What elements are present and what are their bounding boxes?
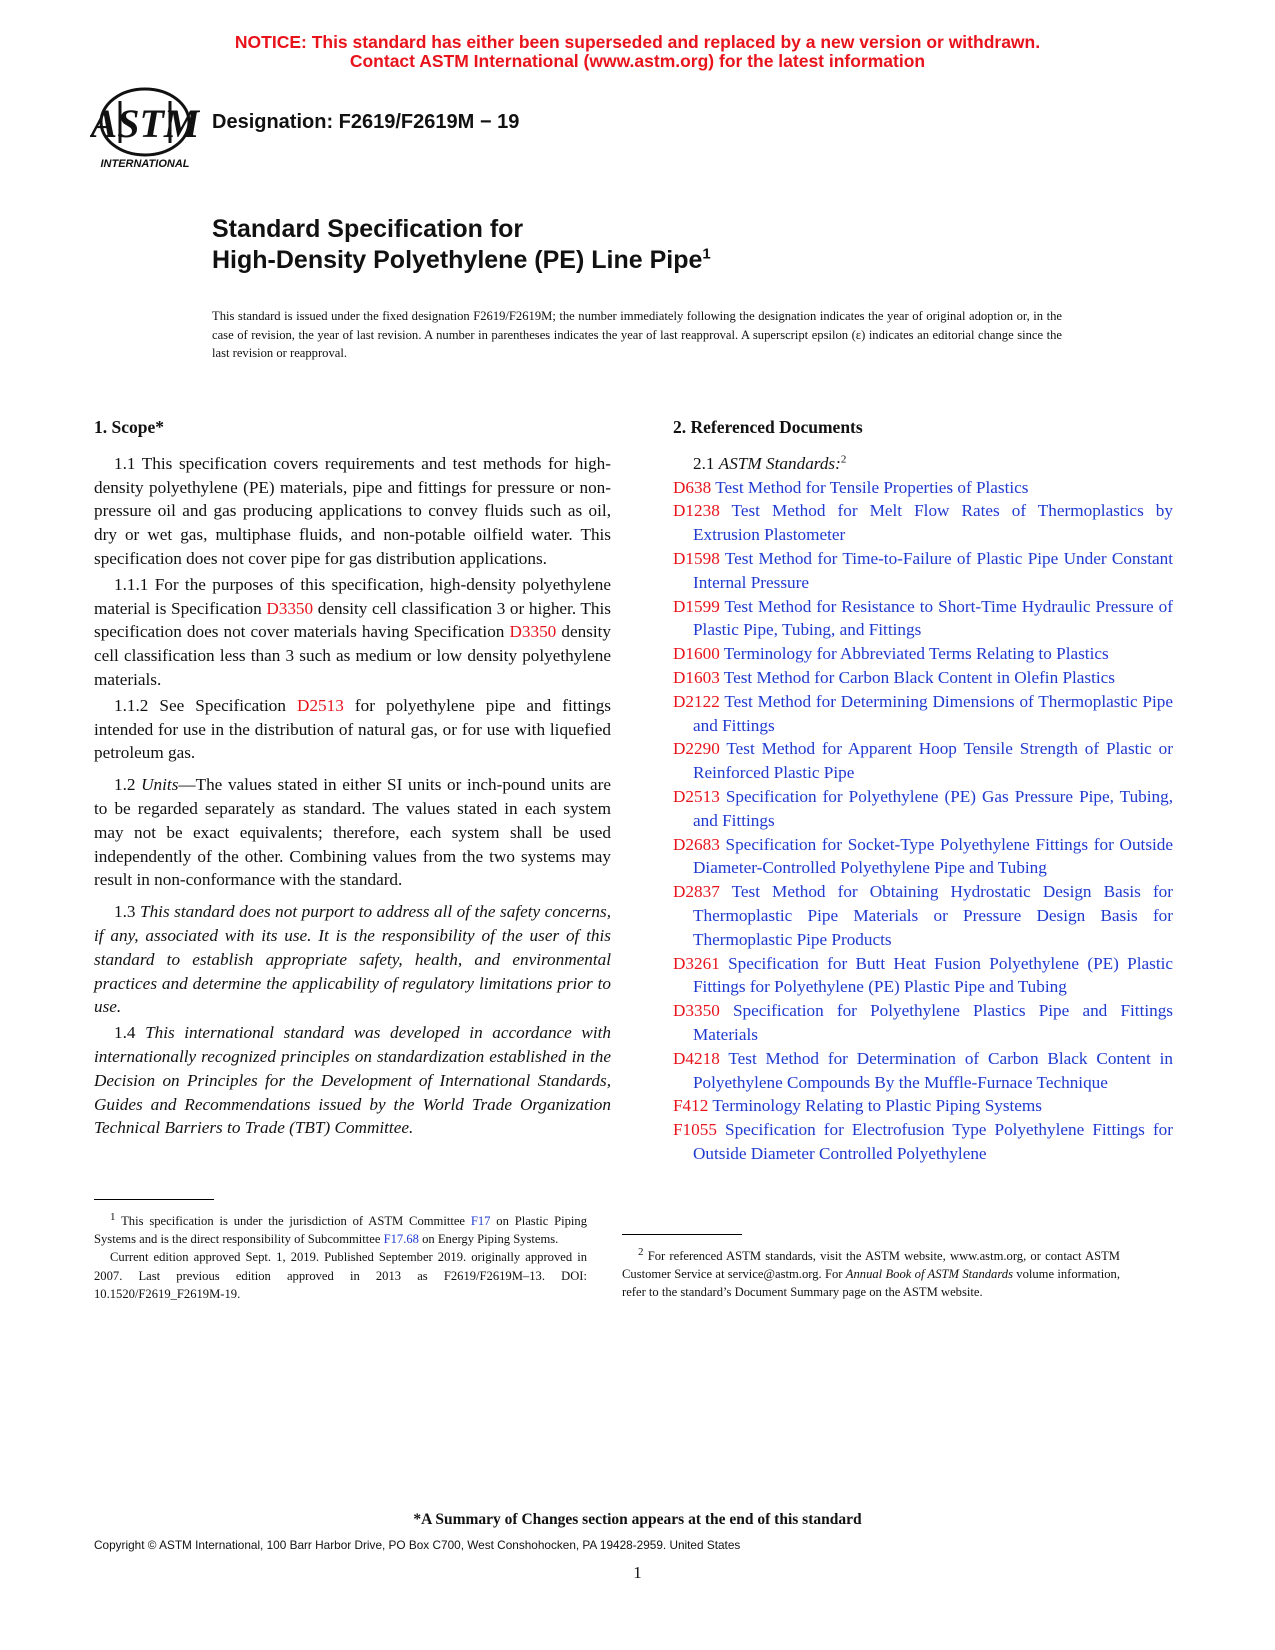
issued-note: This standard is issued under the fixed designation F2619/F2619M; the number immediately following the designation indicates the year of original adoption or, in the case of revision, the year of last revision. A number in parentheses indicates the year of last reapproval. A superscript epsilon (ε) indicates an editorial change since the last revision or reapproval. (212, 309, 1062, 360)
reference-title-link[interactable]: Test Method for Melt Flow Rates of Thermoplastics by Extrusion Plastometer (693, 501, 1173, 545)
reference-title-link[interactable]: Test Method for Apparent Hoop Tensile Strength of Plastic or Reinforced Plastic Pipe (693, 739, 1173, 783)
reference-item (673, 499, 1173, 547)
reference-title-link[interactable]: Test Method for Tensile Properties of Plastics (715, 477, 1029, 497)
summary-note: *A Summary of Changes section appears at the end of this standard (413, 1511, 862, 1528)
reference-code-link[interactable]: D3350 (673, 1001, 720, 1021)
reference-item (673, 476, 1173, 500)
para-1-3: 1.3 This standard does not purport to address all of the safety concerns, if any, associated with its use. It is the responsibility of the user of this standard to establish appropriate safety, health, and environmental practices and determine the applicability of regulatory limitations prior to use. (94, 902, 612, 1017)
reference-item (673, 1094, 1173, 1118)
designation: Designation: F2619/F2619M − 19 (212, 111, 520, 133)
reference-title-link[interactable]: Specification for Butt Heat Fusion Polyethylene (PE) Plastic Fittings for Polyethylene (PE) Plastic Pipe and Tubing (693, 953, 1174, 997)
title-footnote-mark: 1 (702, 245, 711, 263)
link-f17-68[interactable]: F17.68 (383, 1232, 419, 1247)
reference-item (673, 833, 1173, 881)
reference-code-link[interactable]: D2122 (673, 691, 720, 711)
copyright: Copyright © ASTM International, 100 Barr Harbor Drive, PO Box C700, West Conshohocken, PA 19428-2959. United States (94, 1538, 741, 1552)
para-1-1-1: 1.1.1 For the purposes of this specification, high-density polyethylene material is Specification D3350 density cell classification 3 or higher. This specification does not cover materials having Specification D3350 density cell classification less than 3 such as medium or low density polyethylene materials. (94, 574, 611, 689)
notice-line-1: NOTICE: This standard has either been superseded and replaced by a new version or withdrawn. (234, 32, 1041, 52)
logo-text: INTERNATIONAL (100, 158, 190, 170)
reference-item (673, 999, 1173, 1047)
footnote-1: $^1$ This specification is under the jurisdiction of ASTM Committee F17 on Plastic Piping Systems and is the direct responsibility of Subcommittee F17.68 on Energy Piping Systems. Current edition approved Sept. 1, 2019. Published September 2019. originally approved in 2007. Last previous edition approved in 2013 as F2619/F2619M–13. DOI: 10.1520/F2619_F2619M-19. (94, 1210, 587, 1301)
reference-code-link[interactable]: F1055 (673, 1120, 717, 1140)
reference-title-link[interactable]: Specification for Polyethylene Plastics Pipe and Fittings Materials (693, 1001, 1173, 1044)
reference-code-link[interactable]: D3261 (673, 953, 720, 973)
reference-code-link[interactable]: D2290 (673, 739, 720, 759)
scope-column (94, 416, 611, 1142)
link-f17[interactable]: F17 (470, 1214, 491, 1228)
para-1-1: 1.1 This specification covers requirements and test methods for high-density polyethylene (PE) materials, pipe and fittings for pressure or non-pressure oil and gas producing applications to convey fluids such as oil, dry or wet gas, multiphase fluids, and non-potable oilfield water. This specification does not cover pipe for gas distribution applications. (94, 453, 611, 568)
notice-line-2: Contact ASTM International (www.astm.org) for the latest information (349, 51, 926, 71)
document-title (212, 214, 711, 276)
reference-code-link[interactable]: D1238 (673, 501, 720, 521)
astm-logo-icon (90, 85, 200, 180)
reference-item (673, 690, 1173, 738)
para-1-4: 1.4 This international standard was developed in accordance with internationally recognized principles on standardization established in the Decision on Principles for the Development of International Standards, Guides and Recommendations issued by the World Trade Organization Technical Barriers to Trade (TBT) Committee. (94, 1023, 611, 1138)
references-column (673, 416, 1173, 1166)
reference-item (673, 595, 1173, 643)
reference-title-link[interactable]: Test Method for Carbon Black Content in Olefin Plastics (723, 667, 1115, 687)
reference-title-link[interactable]: Specification for Socket-Type Polyethylene Fittings for Outside Diameter-Controlled Polyethylene Pipe and Tubing (693, 834, 1174, 878)
reference-code-link[interactable]: F412 (673, 1096, 709, 1116)
para-1-1-2: 1.1.2 See Specification D2513 for polyethylene pipe and fittings intended for use in the distribution of natural gas, or for use with liquefied petroleum gas. (94, 695, 611, 763)
title-line-1: Standard Specification for (212, 215, 524, 243)
reference-item (673, 785, 1173, 833)
reference-item (673, 642, 1173, 666)
footnote-2: $^2$ For referenced ASTM standards, visit the ASTM website, www.astm.org, or contact ASTM Customer Service at service@astm.org. For Annual Book of ASTM Standards volume information, refer to the standard’s Document Summary page on the ASTM website. (622, 1245, 1120, 1300)
reference-item (673, 666, 1173, 690)
link-d3350[interactable]: D3350 (266, 598, 314, 618)
reference-title-link[interactable]: Terminology Relating to Plastic Piping Systems (712, 1096, 1042, 1116)
reference-code-link[interactable]: D1598 (673, 548, 720, 568)
reference-list (673, 476, 1173, 1166)
footnote-rule-left (94, 1199, 214, 1200)
superseded-notice (0, 33, 1275, 71)
reference-code-link[interactable]: D2513 (673, 786, 720, 806)
references-heading: 2. Referenced Documents (673, 417, 863, 437)
reference-code-link[interactable]: D2683 (673, 834, 720, 854)
reference-title-link[interactable]: Test Method for Resistance to Short-Time Hydraulic Pressure of Plastic Pipe, Tubing, and Fittings (693, 596, 1173, 640)
reference-title-link[interactable]: Test Method for Determining Dimensions of Thermoplastic Pipe and Fittings (693, 691, 1173, 735)
reference-item (673, 1047, 1173, 1095)
astm-standards-subheading: 2.1 ASTM Standards:$^2$ (693, 453, 847, 473)
title-line-2: High-Density Polyethylene (PE) Line Pipe$^1$ (212, 245, 711, 274)
link-d2513[interactable]: D2513 (297, 695, 344, 715)
reference-code-link[interactable]: D638 (673, 477, 712, 497)
svg-text:ASTM: ASTM (90, 101, 200, 146)
para-1-2: 1.2 Units—The values stated in either SI units or inch-pound units are to be regarded separately as standard. The values stated in each system may not be exact equivalents; therefore, each system shall be used independently of the other. Combining values from the two systems may result in non-conformance with the standard. (94, 775, 612, 890)
reference-code-link[interactable]: D2837 (673, 882, 720, 902)
reference-title-link[interactable]: Specification for Electrofusion Type Polyethylene Fittings for Outside Diameter Controlled Polyethylene (693, 1120, 1173, 1163)
footnote-rule-right (622, 1234, 742, 1235)
reference-item (673, 737, 1173, 785)
reference-title-link[interactable]: Test Method for Determination of Carbon Black Content in Polyethylene Compounds By the Muffle-Furnace Technique (693, 1048, 1173, 1092)
reference-title-link[interactable]: Test Method for Time-to-Failure of Plastic Pipe Under Constant Internal Pressure (693, 548, 1173, 592)
reference-code-link[interactable]: D1599 (673, 596, 720, 616)
reference-code-link[interactable]: D1600 (673, 644, 720, 664)
reference-title-link[interactable]: Specification for Polyethylene (PE) Gas Pressure Pipe, Tubing, and Fittings (693, 786, 1174, 830)
link-d3350[interactable]: D3350 (509, 622, 557, 642)
scope-heading: 1. Scope* (94, 417, 164, 437)
reference-title-link[interactable]: Test Method for Obtaining Hydrostatic Design Basis for Thermoplastic Pipe Materials or Pressure Design Basis for Thermoplastic Pipe Products (693, 882, 1173, 949)
page-number: 1 (633, 1563, 642, 1582)
reference-title-link[interactable]: Terminology for Abbreviated Terms Relating to Plastics (723, 644, 1109, 664)
reference-item (673, 880, 1173, 951)
reference-item (673, 952, 1173, 1000)
reference-item (673, 547, 1173, 595)
reference-code-link[interactable]: D1603 (673, 667, 720, 687)
reference-code-link[interactable]: D4218 (673, 1048, 720, 1068)
reference-item (673, 1118, 1173, 1166)
